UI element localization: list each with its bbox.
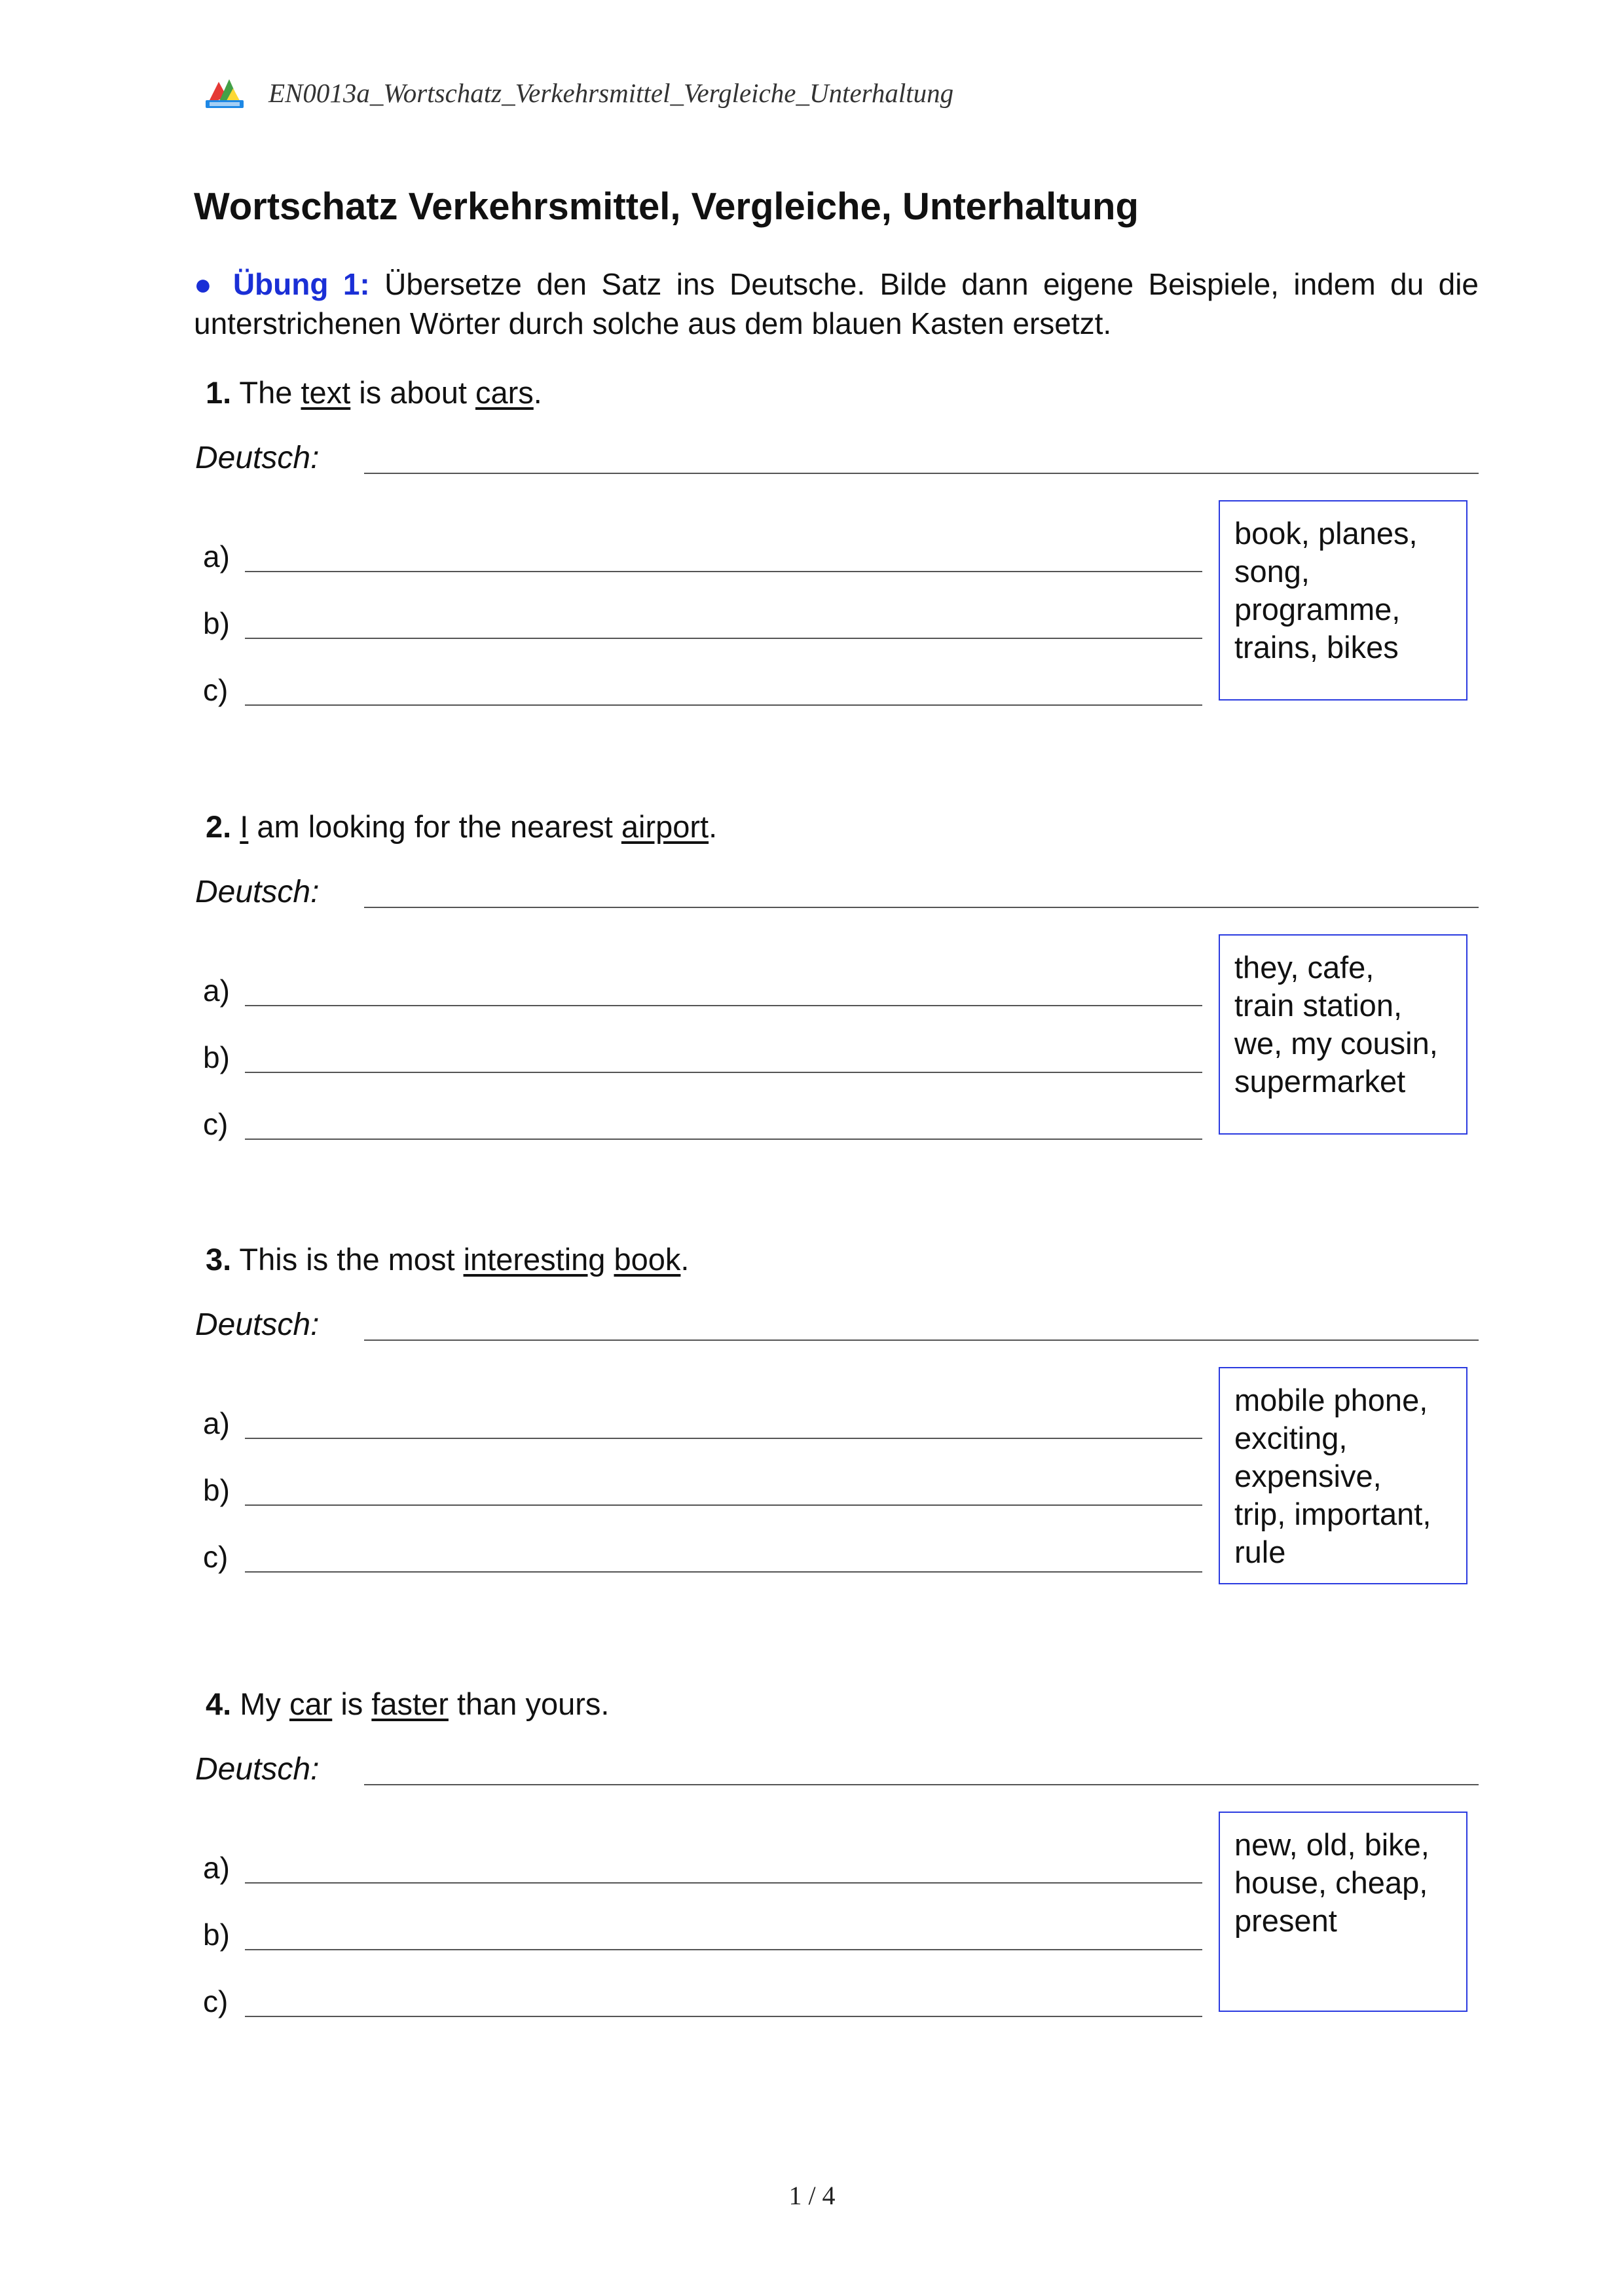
sentence-text: . [680, 1242, 690, 1277]
underlined-word: cars [475, 375, 534, 410]
word-box-line: book, planes, [1234, 516, 1418, 551]
row-letter: a) [203, 539, 230, 574]
answer-line-b[interactable] [245, 638, 1202, 639]
sentence-text: This is the most [231, 1242, 464, 1277]
exercise-instruction [194, 264, 1479, 343]
answer-line-c[interactable] [245, 1571, 1202, 1573]
word-box-line: supermarket [1234, 1064, 1406, 1099]
answer-line-c[interactable] [245, 1139, 1202, 1140]
exercise-2 [194, 807, 1479, 1239]
answer-line-b[interactable] [245, 1072, 1202, 1073]
word-box-line: trains, bikes [1234, 630, 1399, 665]
sentence-text: is about [350, 375, 475, 410]
sentence-text [231, 809, 240, 844]
deutsch-label: Deutsch: [195, 1307, 320, 1342]
answer-line-a[interactable] [245, 1005, 1202, 1006]
answer-line-a[interactable] [245, 571, 1202, 572]
underlined-word: airport [621, 809, 709, 844]
sentence-text: . [709, 809, 718, 844]
sentence-text [605, 1242, 614, 1277]
word-box-line: train station, [1234, 988, 1403, 1023]
underlined-word: text [301, 375, 351, 410]
exercise-label: Übung 1: [232, 267, 370, 301]
word-box-line: they, cafe, [1234, 950, 1375, 985]
word-box-line: programme, [1234, 592, 1401, 627]
word-box-line: rule [1234, 1535, 1286, 1569]
underlined-word: book [614, 1242, 681, 1277]
word-box-line: new, old, bike, [1234, 1827, 1430, 1862]
sentence-number: 4. [206, 1686, 232, 1721]
header [204, 73, 953, 113]
exercise-1 [194, 373, 1479, 805]
sentence [206, 1240, 689, 1279]
word-box-line: house, cheap, [1234, 1865, 1428, 1900]
sentence [206, 1685, 609, 1724]
exercise-3 [194, 1240, 1479, 1672]
sentence-text: . [533, 375, 542, 410]
sentence-text: is [332, 1686, 372, 1721]
instruction-text: Übersetze den Satz ins Deutsche. Bilde dann eigene Beispiele, indem du die unterstrichenen Wörter durch solche aus dem blauen Kasten ersetzt. [194, 267, 1479, 340]
underlined-word: interesting [463, 1242, 606, 1277]
word-box [1219, 1367, 1467, 1584]
word-box-line: exciting, [1234, 1421, 1348, 1455]
row-letter: a) [203, 974, 230, 1008]
sentence [206, 807, 717, 847]
underlined-word: car [289, 1686, 333, 1721]
word-box [1219, 500, 1467, 701]
deutsch-label: Deutsch: [195, 875, 320, 909]
deutsch-label: Deutsch: [195, 1752, 320, 1787]
word-box-line: trip, important, [1234, 1497, 1431, 1531]
translation-line[interactable] [364, 473, 1479, 474]
deutsch-label: Deutsch: [195, 441, 320, 475]
word-box-line: we, my cousin, [1234, 1026, 1438, 1061]
sentence-text: The [231, 375, 301, 410]
answer-line-b[interactable] [245, 1504, 1202, 1506]
answer-line-b[interactable] [245, 1949, 1202, 1950]
answer-line-a[interactable] [245, 1882, 1202, 1884]
row-letter: c) [203, 1107, 229, 1141]
word-box-line: present [1234, 1903, 1337, 1938]
sentence-text: than yours. [448, 1686, 610, 1721]
answer-line-a[interactable] [245, 1438, 1202, 1439]
translation-line[interactable] [364, 1784, 1479, 1785]
answer-line-c[interactable] [245, 704, 1202, 706]
row-letter: b) [203, 1040, 230, 1074]
sentence-number: 2. [206, 809, 232, 844]
underlined-word: faster [371, 1686, 449, 1721]
row-letter: b) [203, 1473, 230, 1507]
page-number: 1 / 4 [788, 2181, 836, 2210]
row-letter: b) [203, 606, 230, 640]
exercise-4 [194, 1685, 1479, 2117]
answer-line-c[interactable] [245, 2016, 1202, 2017]
page-title: Wortschatz Verkehrsmittel, Vergleiche, Unterhaltung [194, 185, 1139, 228]
sentence-text: am looking for the nearest [248, 809, 621, 844]
row-letter: c) [203, 1540, 229, 1574]
sentence-number: 1. [206, 375, 232, 410]
word-box-line: expensive, [1234, 1459, 1382, 1493]
translation-line[interactable] [364, 1339, 1479, 1341]
translation-line[interactable] [364, 907, 1479, 908]
word-box-line: song, [1234, 554, 1310, 589]
word-box [1219, 1812, 1467, 2012]
lernwelt-logo-icon [204, 77, 245, 109]
sentence-number: 3. [206, 1242, 232, 1277]
word-box-line: mobile phone, [1234, 1383, 1428, 1417]
word-box [1219, 934, 1467, 1135]
row-letter: a) [203, 1851, 230, 1885]
sentence [206, 373, 542, 412]
row-letter: c) [203, 673, 229, 707]
row-letter: c) [203, 1984, 229, 2018]
row-letter: b) [203, 1918, 230, 1952]
row-letter: a) [203, 1406, 230, 1440]
sentence-text: My [231, 1686, 289, 1721]
instruction-bullet: ● [194, 267, 219, 301]
document-id: EN0013a_Wortschatz_Verkehrsmittel_Vergleiche_Unterhaltung [268, 78, 954, 108]
underlined-word: I [240, 809, 249, 844]
